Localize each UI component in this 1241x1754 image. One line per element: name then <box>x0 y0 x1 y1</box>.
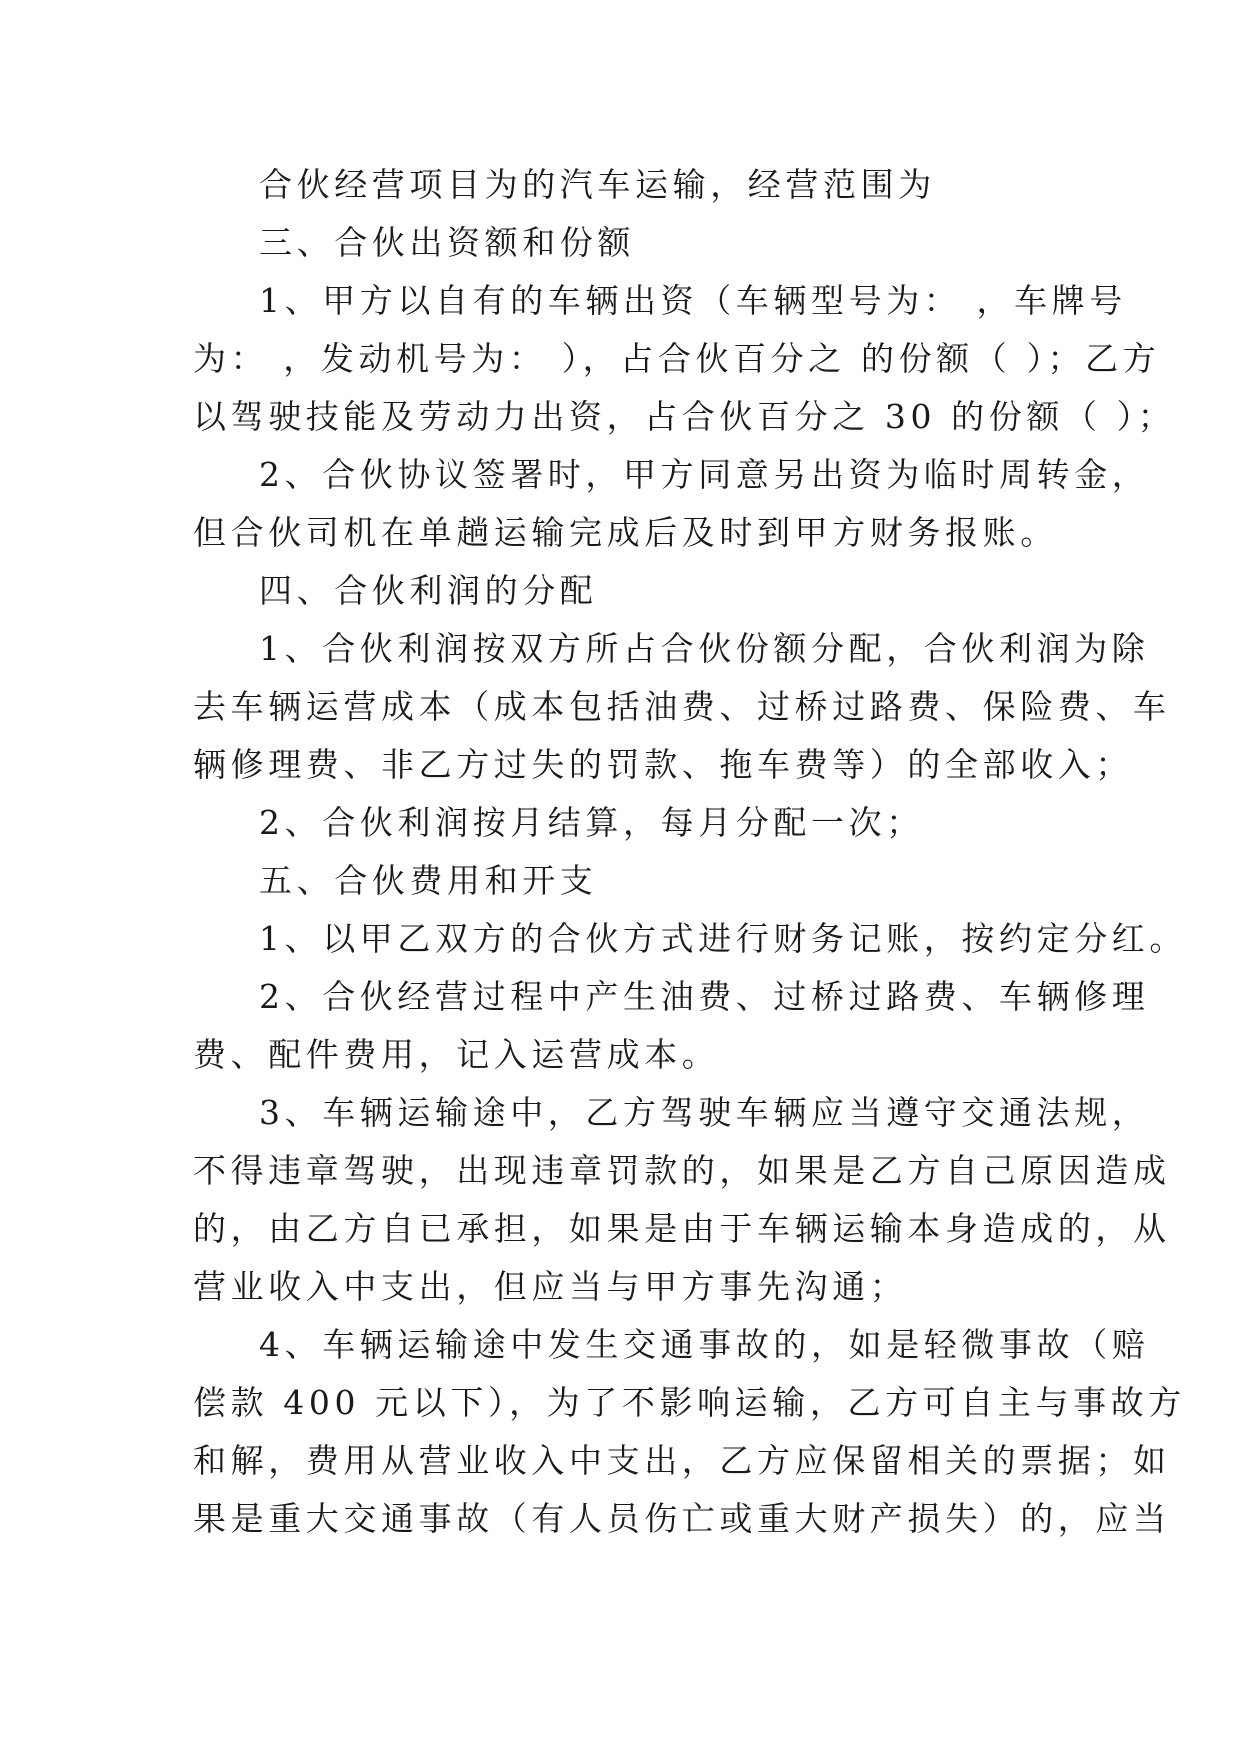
paragraph <box>193 968 1150 1084</box>
text-line: 为： ，发动机号为： ），占合伙百分之 的份额（ ）；乙方 <box>193 339 1161 378</box>
text-line: 3、车辆运输途中，乙方驾驶车辆应当遵守交通法规， <box>259 1093 1150 1132</box>
paragraph <box>193 1316 1186 1548</box>
paragraph <box>193 446 1150 562</box>
document-body <box>193 156 1187 1548</box>
text-line: 去车辆运营成本（成本包括油费、过桥过路费、保险费、车 <box>193 687 1171 726</box>
text-line: 的，由乙方自已承担，如果是由于车辆运输本身造成的，从 <box>193 1209 1171 1248</box>
paragraph <box>193 794 1053 852</box>
text-line: 营业收入中支出，但应当与甲方事先沟通； <box>193 1267 908 1306</box>
text-line: 2、合伙经营过程中产生油费、过桥过路费、车辆修理 <box>259 977 1150 1016</box>
paragraph <box>193 1084 1171 1316</box>
text-line: 但合伙司机在单趟运输完成后及时到甲方财务报账。 <box>193 513 1058 552</box>
text-line: 费、配件费用，记入运营成本。 <box>193 1035 720 1074</box>
text-line: 2、合伙协议签署时，甲方同意另出资为临时周转金， <box>259 455 1150 494</box>
text-line: 以驾驶技能及劳动力出资，占合伙百分之 30 的份额（ ）； <box>193 397 1176 436</box>
text-line: 4、车辆运输途中发生交通事故的，如是轻微事故（赔 <box>259 1325 1150 1364</box>
text-line: 1、以甲乙双方的合伙方式进行财务记账，按约定分红。 <box>259 919 1187 958</box>
text-line: 1、合伙利润按双方所占合伙份额分配，合伙利润为除 <box>259 629 1150 668</box>
text-line: 1、甲方以自有的车辆出资（车辆型号为： ，车牌号 <box>259 281 1127 320</box>
paragraph <box>193 156 1053 214</box>
paragraph <box>193 910 1187 968</box>
text-line: 合伙经营项目为的汽车运输，经营范围为 <box>259 165 936 204</box>
text-line: 果是重大交通事故（有人员伤亡或重大财产损失）的，应当 <box>193 1499 1171 1538</box>
paragraph <box>193 272 1176 446</box>
text-line: 2、合伙利润按月结算，每月分配一次； <box>259 803 924 842</box>
text-line: 五、合伙费用和开支 <box>259 861 598 900</box>
text-line: 四、合伙利润的分配 <box>259 571 598 610</box>
paragraph <box>193 852 1053 910</box>
text-line: 辆修理费、非乙方过失的罚款、拖车费等）的全部收入； <box>193 745 1133 784</box>
paragraph <box>193 214 1053 272</box>
text-line: 和解，费用从营业收入中支出，乙方应保留相关的票据；如 <box>193 1441 1171 1480</box>
text-line: 偿款 400 元以下），为了不影响运输，乙方可自主与事故方 <box>193 1383 1186 1422</box>
text-line: 三、合伙出资额和份额 <box>259 223 635 262</box>
paragraph <box>193 562 1053 620</box>
text-line: 不得违章驾驶，出现违章罚款的，如果是乙方自己原因造成 <box>193 1151 1171 1190</box>
paragraph <box>193 620 1171 794</box>
